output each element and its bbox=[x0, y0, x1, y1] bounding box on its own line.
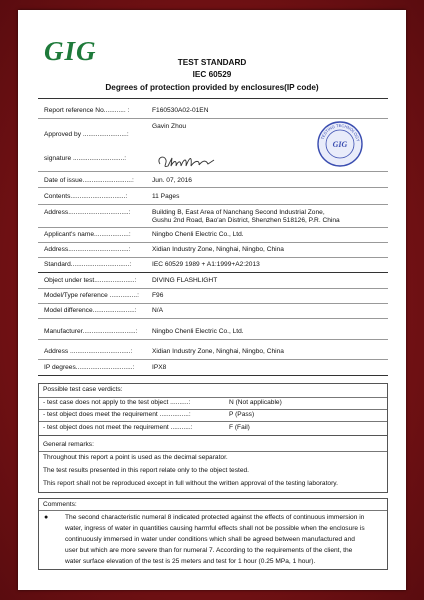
verdict-na-text: - test case does not apply to the test object ..........: bbox=[43, 399, 191, 406]
remark-line: The test results presented in this report relate only to the object tested. bbox=[43, 467, 249, 474]
comment-line: user but which are more severe than for numeral 7. According to the requirements of the client, the bbox=[65, 547, 353, 554]
comments-box bbox=[38, 498, 388, 570]
row-divider bbox=[38, 227, 388, 228]
info-value: Jun. 07, 2016 bbox=[152, 177, 192, 184]
comment-line: The second characteristic numeral 8 indicated protected against the effects of continuous immersion in bbox=[65, 514, 365, 521]
info-label: Approved by ........................: bbox=[44, 131, 129, 138]
info-value: Xidian Industry Zone, Ninghai, Ningbo, China bbox=[152, 348, 284, 355]
info-value: Gushu 2nd Road, Bao'an District, Shenzhen 518126, P.R. China bbox=[152, 217, 340, 224]
remark-line: This report shall not be reproduced except in full without the written approval of the testing laboratory. bbox=[43, 480, 338, 487]
comment-line: water surface elevation of the test is 25 meters and test for 1 hour (0.25 MPa, 1 hour). bbox=[65, 558, 316, 565]
info-value: N/A bbox=[152, 307, 163, 314]
row-divider bbox=[38, 318, 388, 319]
row-divider bbox=[39, 451, 387, 452]
row-divider bbox=[38, 359, 388, 360]
verdicts-heading: Possible test case verdicts: bbox=[43, 386, 123, 393]
certificate-page bbox=[18, 10, 406, 590]
doc-standard: IEC 60529 bbox=[192, 70, 232, 79]
verdict-pass-result: P (Pass) bbox=[229, 411, 255, 418]
doc-subtitle: Degrees of protection provided by enclosures(IP code) bbox=[105, 83, 319, 92]
row-divider bbox=[39, 421, 387, 422]
gig-logo: GIG bbox=[44, 36, 97, 66]
info-value: IEC 60529 1989 + A1:1999+A2:2013 bbox=[152, 261, 260, 268]
verdict-na-result: N (Not applicable) bbox=[229, 399, 282, 406]
info-value: F96 bbox=[152, 292, 164, 299]
info-label: signature ............................: bbox=[44, 155, 127, 162]
seal-center-text: GIG bbox=[332, 140, 348, 149]
info-label: Manufacturer.............................: bbox=[44, 328, 138, 335]
info-value: Ningbo Chenli Electric Co., Ltd. bbox=[152, 328, 244, 335]
remark-line: Throughout this report a point is used as the decimal separator. bbox=[43, 454, 228, 461]
info-value: Gavin Zhou bbox=[152, 123, 187, 130]
header-rule bbox=[38, 98, 388, 99]
row-divider bbox=[38, 204, 388, 205]
row-divider bbox=[38, 288, 388, 289]
row-divider bbox=[38, 339, 388, 340]
verdict-fail-result: F (Fail) bbox=[229, 424, 250, 431]
row-divider bbox=[38, 171, 388, 172]
verdict-pass-text: - test object does meet the requirement ................: bbox=[43, 411, 191, 418]
info-value: Ningbo Chenli Electric Co., Ltd. bbox=[152, 231, 244, 238]
info-label: Address.................................: bbox=[44, 246, 131, 253]
info-label: IP degrees...............................: bbox=[44, 364, 135, 371]
info-value: IPX8 bbox=[152, 364, 167, 371]
row-divider bbox=[38, 118, 388, 119]
comment-line: water, ingress of water in quantities causing harmful effects shall not be possible when the enclosure is bbox=[65, 525, 365, 532]
info-label: Date of issue...........................: bbox=[44, 177, 134, 184]
info-label: Model/Type reference ...............: bbox=[44, 292, 139, 299]
signature-image bbox=[154, 152, 224, 172]
info-label: Applicant's name...................: bbox=[44, 231, 131, 238]
bullet-icon: ● bbox=[44, 514, 49, 521]
info-value: DIVING FLASHLIGHT bbox=[152, 277, 218, 284]
info-label: Standard................................: bbox=[44, 261, 132, 268]
comment-line: continuously immersed in water under conditions which shall be agreed between manufactured and bbox=[65, 536, 355, 543]
row-divider bbox=[38, 257, 388, 258]
company-seal bbox=[316, 120, 364, 168]
info-value: Building B, East Area of Nanchang Second Industrial Zone, bbox=[152, 209, 325, 216]
general-remarks-box bbox=[38, 436, 388, 493]
info-value: 11 Pages bbox=[152, 193, 180, 200]
row-divider bbox=[39, 409, 387, 410]
info-value: Xidian Industry Zone, Ninghai, Ningbo, China bbox=[152, 246, 284, 253]
row-divider bbox=[39, 510, 387, 511]
verdict-fail-text: - test object does not meet the requirement ...........: bbox=[43, 424, 193, 431]
row-divider bbox=[38, 242, 388, 243]
verdicts-box bbox=[38, 383, 388, 436]
info-label: Address.................................: bbox=[44, 209, 131, 216]
info-bottom-rule bbox=[38, 375, 388, 376]
info-label: Contents..............................: bbox=[44, 193, 128, 200]
row-divider bbox=[38, 303, 388, 304]
info-label: Object under test......................: bbox=[44, 277, 137, 284]
comments-heading: Comments: bbox=[43, 501, 77, 508]
row-divider bbox=[38, 272, 388, 273]
row-divider bbox=[39, 397, 387, 398]
general-remarks-heading: General remarks: bbox=[43, 441, 94, 448]
info-value: F160530A02-01EN bbox=[152, 107, 209, 114]
doc-title: TEST STANDARD bbox=[177, 58, 247, 67]
info-label: Report reference No............ : bbox=[44, 107, 130, 114]
info-label: Model difference.......................: bbox=[44, 307, 137, 314]
row-divider bbox=[38, 187, 388, 188]
seal-text: TESTING TECHNOLOGY bbox=[319, 122, 361, 142]
info-label: Address .................................: bbox=[44, 348, 133, 355]
